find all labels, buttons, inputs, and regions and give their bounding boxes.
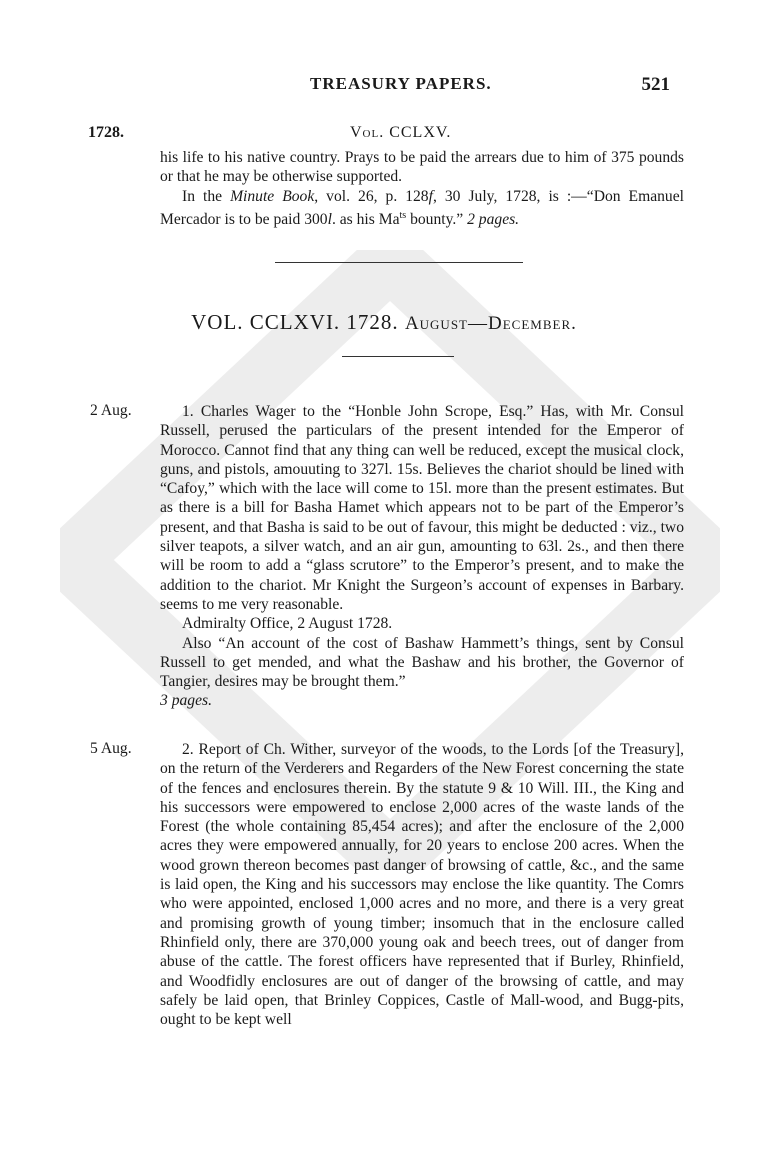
entry-paragraph: 1. Charles Wager to the “Honble John Scrope, Esq.” Has, with Mr. Consul Russell, perused the particulars of the present intended for the Emperor of Morocco. Cannot find that any thing can well be reduced, except the musical clock, guns, and pistols, amouuting to 327l. 15s. Believes the chariot should be lined with “Cafoy,” which with the lace will come to 15l. more than the present estimates. But as there is a bill for Basha Hamet which appears not to be part of the Emperor’s present, and that Basha is said to be out of favour, this might be deducted : viz., two silver teapots, a silver watch, and an air gun, amounting to 63l. 2s., and then there will be room to add a “glass scrutore” to the Emperor’s present, and to make the addition to the chariot. Mr Knight the Surgeon’s account of expenses in Barbary. seems to me very reasonable. [160, 403, 684, 613]
continued-paragraph: his life to his native country. Prays to be paid the arrears due to him of 375 pounds or that he may be otherwise supported. [160, 149, 684, 186]
margin-year: 1728. [88, 124, 124, 141]
entry-paragraph: Admiralty Office, 2 August 1728. [182, 615, 393, 633]
volume-heading: Vol. CCLXV. [350, 124, 452, 141]
entry-date: 2 Aug. [90, 402, 132, 419]
page-count: 2 pages. [467, 211, 520, 229]
running-title: TREASURY PAPERS. [310, 74, 492, 93]
minute-book-paragraph: In the Minute Book, vol. 26, p. 128f, 30 July, 1728, is :—“Don Emanuel Mercador is to be paid 300l. as his $Ma^{ts}$ bounty.” 2 pages. [160, 187, 684, 229]
running-head [160, 74, 670, 100]
entry-2 [160, 740, 684, 1029]
page-count: 3 pages. [160, 692, 212, 710]
continued-entry [160, 148, 684, 229]
section-rule-bottom [342, 356, 454, 357]
section-title: VOL. CCLXVI. 1728. August—December. [191, 310, 577, 334]
minute-book-title: Minute Book [230, 187, 315, 205]
section-months: August—December. [404, 313, 577, 334]
entry-paragraph: Also “An account of the cost of Bashaw Hammett’s things, sent by Consul Russell to get mended, and what the Bashaw and his brother, the Governor of Tangier, desires may be brought them.” [160, 634, 684, 691]
entry-paragraph: 2. Report of Ch. Wither, surveyor of the woods, to the Lords [of the Treasury], on the return of the Verderers and Regarders of the New Forest concerning the state of the fences and enclosures therein. By the statute 9 & 10 Will. III., the King and his successors were empowered to enclose 2,000 acres of the waste lands of the Forest (the whole containing 85,454 acres); and after the enclosure of the 2,000 acres they were empowered annually, for 20 years to enclose 200 acres. When the wood grown thereon becomes past danger of browsing of cattle, &c., and the same is laid open, the King and his successors may enclose the like quantity. The Comrs who were appointed, enclosed 1,000 acres and no more, and there is a very great and promising growth of young timber; insomuch that in the enclosure called Rhinfield only, there are 370,000 young oak and beech trees, out of danger from abuse of the cattle. The forest officers have represented that if Burley, Rhinfield, and Woodfidly enclosures are out of danger of the browsing of cattle, and may safely be laid open, that Brinley Coppices, Castle of Mall-wood, and Bugg-pits, ought to be kept well [160, 741, 684, 1029]
entry-1 [160, 402, 684, 711]
entry-date: 5 Aug. [90, 740, 132, 757]
page-number: 521 [641, 74, 670, 95]
section-rule-top [275, 262, 523, 263]
